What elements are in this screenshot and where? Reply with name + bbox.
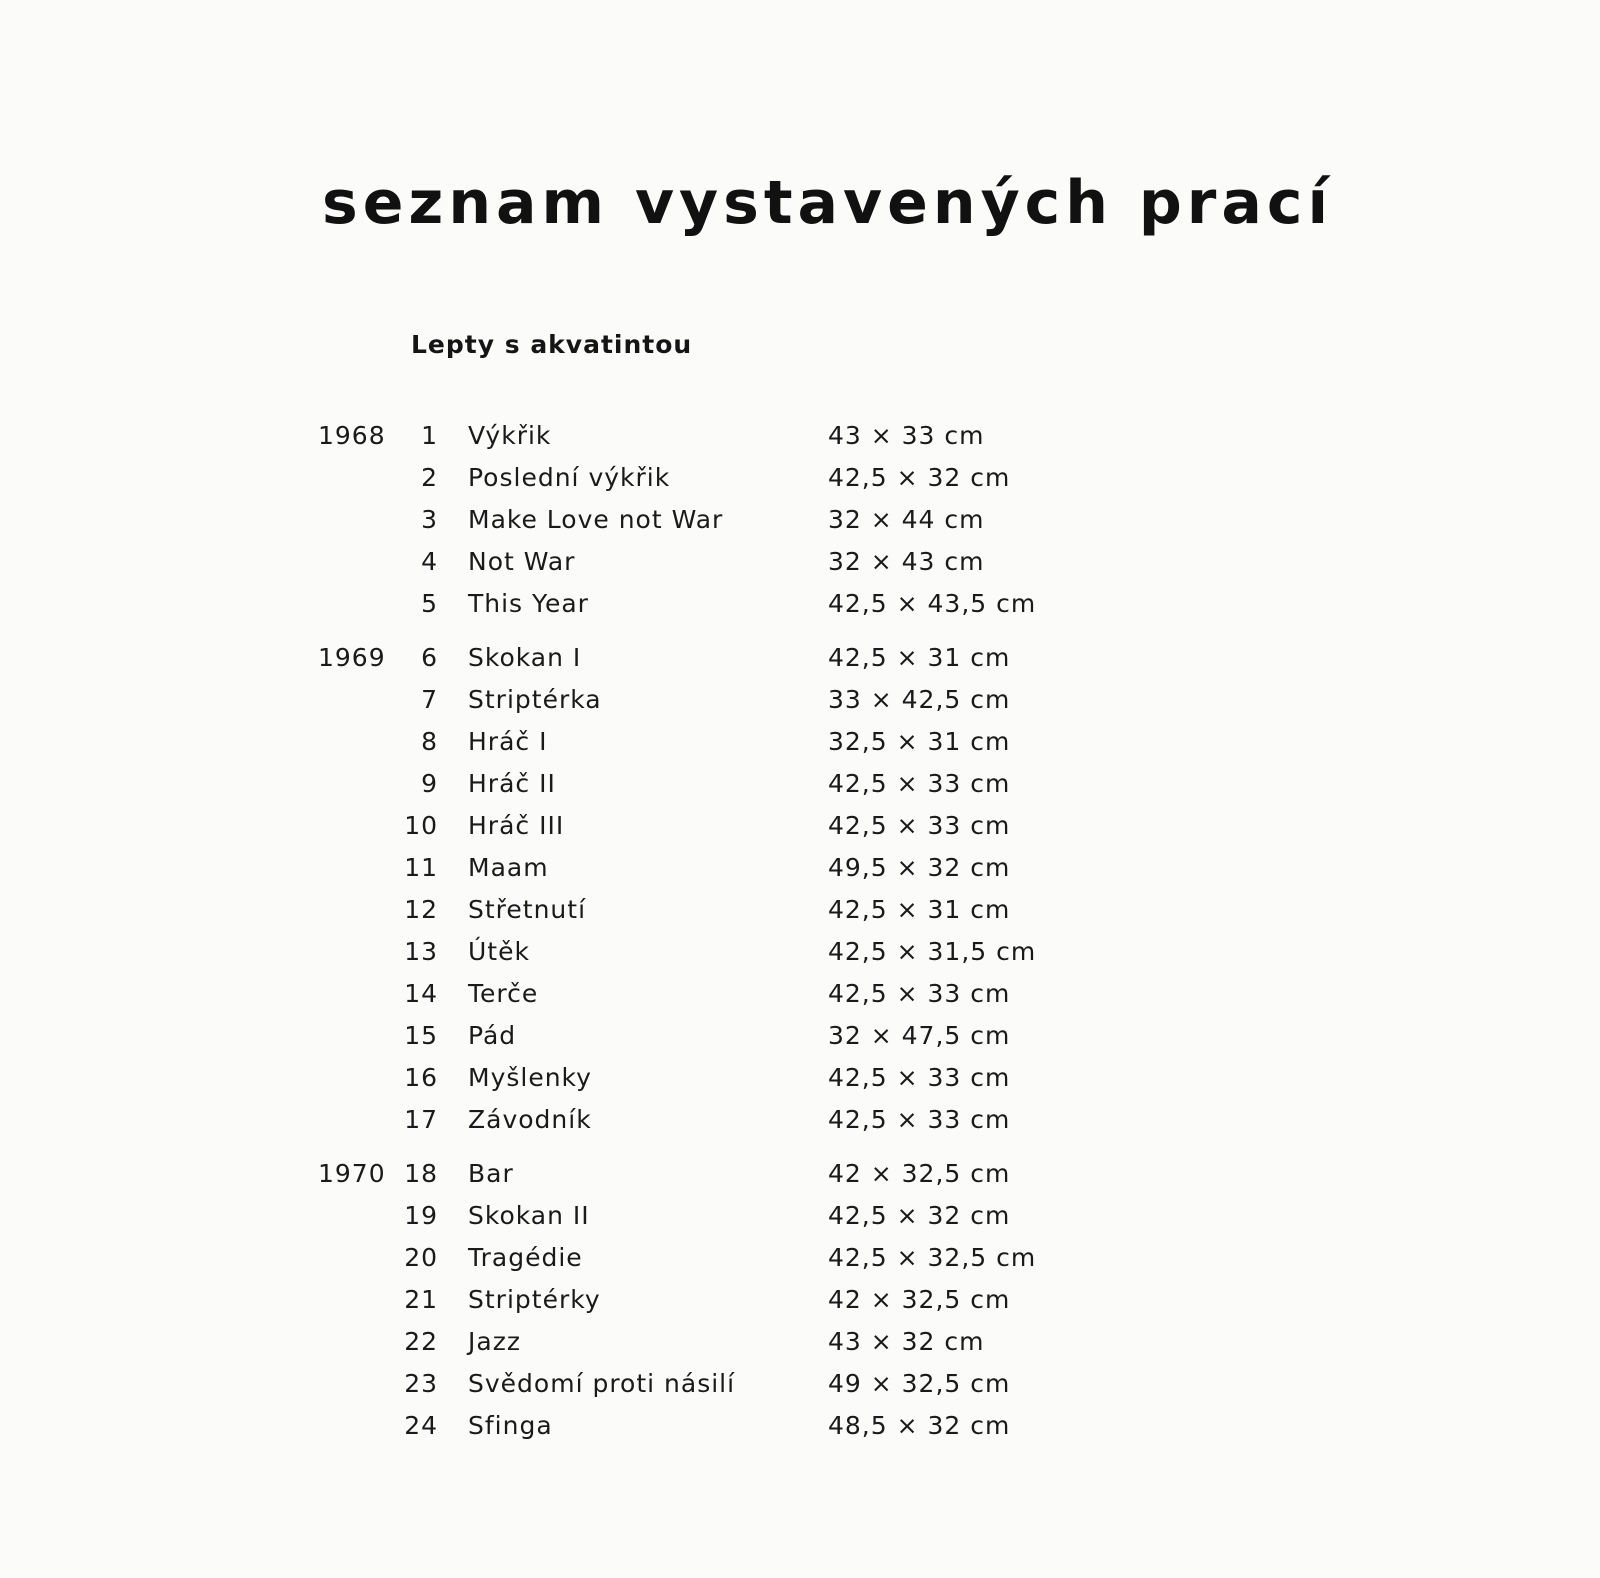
work-dimensions: 48,5 × 32 cm: [828, 1411, 1011, 1440]
work-number: 10: [404, 811, 438, 840]
work-title: Pád: [468, 1021, 517, 1050]
work-dimensions: 42,5 × 33 cm: [828, 811, 1011, 840]
work-title: Striptérky: [468, 1285, 601, 1314]
work-year: 1970: [318, 1159, 386, 1188]
work-entry: [0, 586, 1100, 622]
work-dimensions: 42,5 × 31,5 cm: [828, 937, 1037, 966]
work-number: 15: [404, 1021, 438, 1050]
work-dimensions: 49 × 32,5 cm: [828, 1369, 1011, 1398]
work-dimensions: 42 × 32,5 cm: [828, 1285, 1011, 1314]
work-dimensions: 42,5 × 31 cm: [828, 895, 1011, 924]
work-title: Myšlenky: [468, 1063, 592, 1092]
work-dimensions: 42,5 × 32,5 cm: [828, 1243, 1037, 1272]
work-title: Terče: [468, 979, 539, 1008]
work-number: 20: [404, 1243, 438, 1272]
work-entry: [0, 724, 1100, 760]
work-entry: [0, 1198, 1100, 1234]
work-dimensions: 32 × 43 cm: [828, 547, 985, 576]
work-dimensions: 33 × 42,5 cm: [828, 685, 1011, 714]
work-entry: [0, 1324, 1100, 1360]
work-number: 5: [421, 589, 438, 618]
work-entry: [0, 418, 1100, 454]
work-title: Útěk: [468, 937, 530, 966]
work-number: 24: [404, 1411, 438, 1440]
work-entry: [0, 976, 1100, 1012]
work-number: 16: [404, 1063, 438, 1092]
work-dimensions: 42,5 × 33 cm: [828, 1105, 1011, 1134]
work-dimensions: 43 × 33 cm: [828, 421, 985, 450]
work-dimensions: 32,5 × 31 cm: [828, 727, 1011, 756]
section-heading: Lepty s akvatintou: [411, 330, 693, 359]
work-entry: [0, 682, 1100, 718]
work-number: 18: [404, 1159, 438, 1188]
work-title: Skokan I: [468, 643, 582, 672]
work-entry: [0, 808, 1100, 844]
work-entry: [0, 1156, 1100, 1192]
work-entry: [0, 1408, 1100, 1444]
work-entry: [0, 766, 1100, 802]
work-title: Svědomí proti násilí: [468, 1369, 736, 1398]
work-title: Hráč III: [468, 811, 565, 840]
work-title: Hráč II: [468, 769, 556, 798]
work-entry: [0, 460, 1100, 496]
work-title: This Year: [468, 589, 589, 618]
work-number: 21: [404, 1285, 438, 1314]
work-number: 1: [421, 421, 438, 450]
work-dimensions: 42,5 × 32 cm: [828, 1201, 1011, 1230]
work-number: 3: [421, 505, 438, 534]
work-dimensions: 42 × 32,5 cm: [828, 1159, 1011, 1188]
work-title: Make Love not War: [468, 505, 724, 534]
work-entry: [0, 1060, 1100, 1096]
work-dimensions: 49,5 × 32 cm: [828, 853, 1011, 882]
work-title: Skokan II: [468, 1201, 590, 1230]
work-title: Bar: [468, 1159, 514, 1188]
work-number: 7: [421, 685, 438, 714]
work-title: Jazz: [468, 1327, 521, 1356]
work-entry: [0, 850, 1100, 886]
work-entry: [0, 934, 1100, 970]
work-entry: [0, 1366, 1100, 1402]
work-dimensions: 42,5 × 33 cm: [828, 769, 1011, 798]
work-number: 4: [421, 547, 438, 576]
work-entry: [0, 1102, 1100, 1138]
work-number: 17: [404, 1105, 438, 1134]
work-title: Výkřik: [468, 421, 552, 450]
work-number: 19: [404, 1201, 438, 1230]
work-entry: [0, 640, 1100, 676]
work-dimensions: 32 × 44 cm: [828, 505, 985, 534]
work-title: Not War: [468, 547, 576, 576]
work-entry: [0, 1018, 1100, 1054]
work-title: Střetnutí: [468, 895, 587, 924]
work-entry: [0, 502, 1100, 538]
work-number: 22: [404, 1327, 438, 1356]
work-number: 11: [404, 853, 438, 882]
work-title: Sfinga: [468, 1411, 553, 1440]
work-number: 12: [404, 895, 438, 924]
work-title: Poslední výkřik: [468, 463, 671, 492]
work-number: 2: [421, 463, 438, 492]
work-title: Závodník: [468, 1105, 592, 1134]
work-number: 8: [421, 727, 438, 756]
work-number: 23: [404, 1369, 438, 1398]
work-number: 6: [421, 643, 438, 672]
work-entry: [0, 544, 1100, 580]
work-dimensions: 42,5 × 43,5 cm: [828, 589, 1037, 618]
work-title: Tragédie: [468, 1243, 583, 1272]
work-dimensions: 42,5 × 33 cm: [828, 979, 1011, 1008]
work-entry: [0, 1282, 1100, 1318]
work-entry: [0, 1240, 1100, 1276]
work-title: Striptérka: [468, 685, 602, 714]
work-entry: [0, 892, 1100, 928]
work-year: 1968: [318, 421, 386, 450]
page-title: seznam vystavených prací: [322, 168, 1334, 238]
work-title: Maam: [468, 853, 549, 882]
work-dimensions: 32 × 47,5 cm: [828, 1021, 1011, 1050]
work-dimensions: 43 × 32 cm: [828, 1327, 985, 1356]
work-dimensions: 42,5 × 31 cm: [828, 643, 1011, 672]
work-number: 14: [404, 979, 438, 1008]
work-year: 1969: [318, 643, 386, 672]
work-dimensions: 42,5 × 32 cm: [828, 463, 1011, 492]
work-number: 9: [421, 769, 438, 798]
work-number: 13: [404, 937, 438, 966]
work-dimensions: 42,5 × 33 cm: [828, 1063, 1011, 1092]
work-title: Hráč I: [468, 727, 548, 756]
